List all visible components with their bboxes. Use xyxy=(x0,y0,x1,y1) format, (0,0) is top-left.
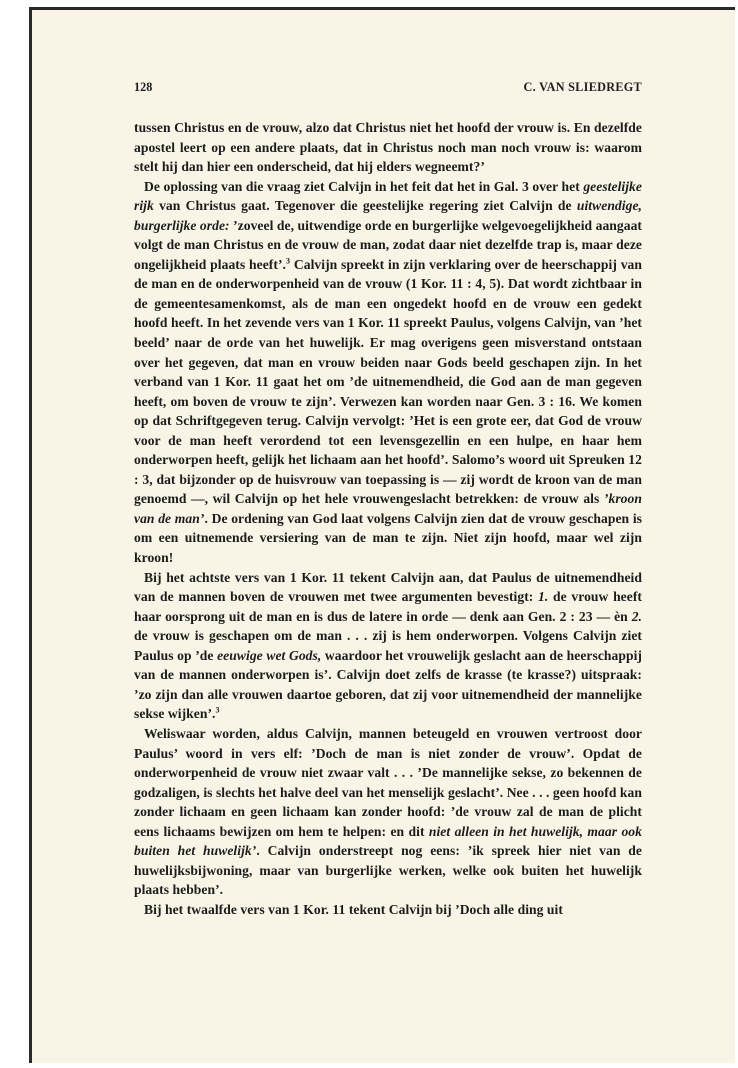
italic-text: niet alleen in het huwelijk, maar ook buiten het huwelijk’ xyxy=(134,823,642,859)
italic-text: uitwendige, burgerlijke orde: xyxy=(134,198,642,233)
text-run: Weliswaar worden, aldus Calvijn, mannen beteugeld en vrouwen vertroost door Paulus’ woord in vers elf: ’Doch de man is niet zonder de vrouw’. Opdat de onderworpenheid de vrouw niet zwaar valt . . . ’De mannelijke sekse, zo bekennen de godzaligen, is slechts het halve deel van het menselijk geslacht’. Nee . . . geen hoofd kan zonder lichaam en geen lichaam kan zonder hoofd: ’de vrouw zal de man de plicht eens lichaams bewijzen om hem te helpen: en dit xyxy=(134,725,642,839)
footnote-ref: 3 xyxy=(215,705,220,715)
text-run: van Christus gaat. Tegenover die geestelijke regering ziet Calvijn de xyxy=(153,198,577,214)
text-run: Calvijn spreekt in zijn verklaring over de heerschappij van de man en de onderworpenheid van de vrouw (1 Kor. 11 : 4, 5). Dat wordt zichtbaar in de gemeentesamenkomst, als de man een ongedekt hoofd en de vrouw een gedekt hoofd heeft. In het zevende vers van 1 Kor. 11 spreekt Paulus, volgens Calvijn, van ’het beeld’ naar de orde van het huwelijk. Er mag overigens geen misverstand ontstaan over het gegeven, dat man en vrouw beiden naar Gods beeld geschapen zijn. In het verband van 1 Kor. 11 gaat het om ’de uitnemendheid, die God aan de man gegeven heeft, om boven de vrouw te zijn’. Verwezen kan worden naar Gen. 3 : 16. We komen op dat Schriftgegeven terug. Calvijn vervolgt: ’Het is een grote eer, dat God de vrouw voor de man heeft verordend tot een levensgezellin en een hulpe, en haar hem onderworpen heeft, gelijk het lichaam aan het hoofd’. Salomo’s woord uit Spreuken 12 : 3, dat bijzonder op de huisvrouw van toepassing is — zij wordt de kroon van de man genoemd —, wil Calvijn op het hele vrouwengeslacht betrekken: de vrouw als xyxy=(134,256,642,507)
text-run: tussen Christus en de vrouw, alzo dat Christus niet het hoofd der vrouw is. En dezelfde apostel leert op een andere plaats, dat in Christus noch man noch vrouw is: waarom stelt hij dan hier een onderscheid, dat hij elders wegneemt?’ xyxy=(134,120,642,175)
paragraph xyxy=(134,118,642,177)
text-run: Bij het achtste vers van 1 Kor. 11 tekent Calvijn aan, dat Paulus de uitnemendheid van de mannen boven de vrouwen met twee argumenten bevestigt: xyxy=(134,569,642,605)
text-run: . Calvijn onderstreept nog eens: ’ik spreek hier niet van de huwelijksbijwoning, maar van burgerlijke werken, welke ook buiten het huwelijk plaats hebben’. xyxy=(134,843,642,898)
body-text xyxy=(134,118,642,919)
footnote-ref: 3 xyxy=(285,256,291,266)
text-run: waardoor het vrouwelijk geslacht aan de heerschappij van de mannen onderworpen is’. Calvijn doet zelfs de krasse (te krasse?) uitspraak: ’zo zijn dan alle vrouwen daartoe geboren, dat zij voor uitnemendheid der mannelijke sekse wijken’. xyxy=(134,647,642,722)
page-header xyxy=(134,76,642,98)
text-run: ’zoveel de, uitwendige orde en burgerlijke welgevoegelijkheid aangaat volgt de man Christus en de vrouw de man, zodat daar niet dezelfde trap is, maar deze ongelijkheid plaats heeft’. xyxy=(134,217,643,272)
page-number: 128 xyxy=(134,80,153,94)
running-title: C. VAN SLIEDREGT xyxy=(523,80,642,94)
text-run: de vrouw heeft haar oorsprong uit de man en is dus de latere in orde — denk aan Gen. 2 : 23 — èn xyxy=(134,589,643,624)
paragraph xyxy=(134,177,642,568)
paragraph xyxy=(134,568,642,724)
paragraph xyxy=(134,724,642,900)
italic-text: geestelijke rijk xyxy=(134,178,642,214)
text-run: . De ordening van God laat volgens Calvijn zien dat de vrouw geschapen is om een uitnemende versiering van de man te zijn. Niet zijn hoofd, maar wel zijn kroon! xyxy=(134,510,642,566)
text-run: De oplossing van die vraag ziet Calvijn in het feit dat het in Gal. 3 over het xyxy=(144,178,584,194)
italic-text: eeuwige wet Gods, xyxy=(217,647,322,663)
paragraph xyxy=(134,900,642,920)
text-run: Bij het twaalfde vers van 1 Kor. 11 tekent Calvijn bij ’Doch alle ding uit xyxy=(144,901,563,917)
text-run: de vrouw is geschapen om de man . . . zij is hem onderworpen. Volgens Calvijn ziet Paulus op ’de xyxy=(134,628,642,663)
italic-text: 2. xyxy=(631,608,642,624)
italic-text: ’kroon van de man’ xyxy=(134,491,642,526)
italic-text: 1. xyxy=(538,589,549,605)
